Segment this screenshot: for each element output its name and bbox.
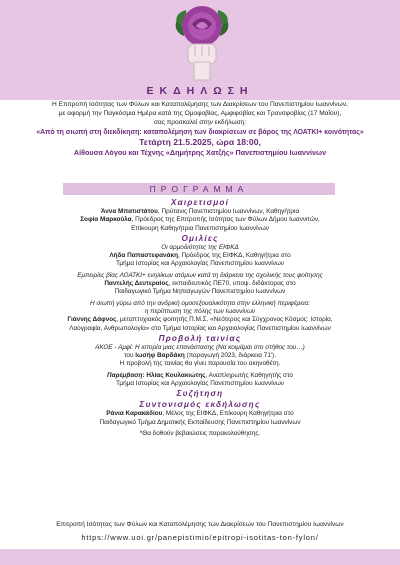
film-heading: Προβολή ταινίας <box>158 333 242 343</box>
talk-speaker-role: Παιδαγωγικό Τμήμα Νηπιαγωγών Πανεπιστημίου Ιωαννίνων <box>114 288 286 296</box>
intro-line: Η Επιτροπή Ισότητας των Φύλων και Καταπολέμησης των Διακρίσεων του Πανεπιστημίου Ιωαννίνων, <box>52 101 348 108</box>
coordination-heading: Συντονισμός εκδήλωσης <box>139 400 261 410</box>
talk-speaker-role: Λαογραφία, Ανθρωπολογία» στο Τμήμα Ιστορίας και Αρχαιολογίας Πανεπιστημίου Ιωαννίνων <box>69 324 331 332</box>
discussion-heading: Συζήτηση <box>176 389 224 399</box>
event-date: Τετάρτη 21.5.2025, ώρα 18:00, <box>139 136 261 147</box>
footer-organization: Επιτροπή Ισότητας των Φύλων και Καταπολέμησης των Διακρίσεων του Πανεπιστημίου Ιωαννίνων <box>56 521 344 528</box>
intro-line: σας προσκαλεί στην εκδήλωση: <box>153 119 247 127</box>
talk-speaker-role: Τμήμα Ιστορίας και Αρχαιολογίας Πανεπιστημίου Ιωαννίνων <box>115 260 285 268</box>
film-director: του Ιωσήφ Βαρδάκη (παραγωγή 2023, διάρκεια 71'). <box>123 352 277 360</box>
program-content <box>26 197 374 438</box>
talk-speaker: Παντελής Δευτεραίος, εκπαιδευτικός ΠΕ70, υποψ. διδάκτορας στο <box>104 280 296 288</box>
greeting-item: Σοφία Μαρκούλα, Πρόεδρος της Επιτροπής Ισότητας των Φύλων Δήμου Ιωαννιτών, <box>80 216 320 224</box>
greeting-item: Άννα Μπατιστάτου, Πρύτανις Πανεπιστημίου Ιωαννίνων, Καθηγήτρια <box>100 208 300 215</box>
talk-title: Οι αρμοδιότητες της ΕΙΦΚΔ <box>161 243 239 251</box>
film-note: Η προβολή της ταινίας θα γίνει παρουσία του σκηνοθέτη. <box>119 360 281 368</box>
talk-title: η περίπτωση της πόλης των Ιωαννίνων <box>144 307 256 315</box>
event-title: «Από τη σιωπή στη διεκδίκηση: καταπολέμηση των διακρίσεων σε βάρος της ΛΟΑΤΚΙ+ κοινότητας» <box>36 128 364 136</box>
talk-speaker: Γιάννης Δάφνος, μεταπτυχιακός φοιτητής Π.Μ.Σ. «Νεότερος και Σύγχρονος Κόσμος: Ιστορία, <box>67 316 333 324</box>
talk-title: Η σιωπή γύρω από την ανδρική ομοσεξουαλικότητα στην ελληνική περιφέρεια: <box>90 299 310 307</box>
greeting-role: Επίκουρη Καθηγήτρια Πανεπιστημίου Ιωαννίνων <box>131 224 269 232</box>
program-heading: ΠΡΟΓΡΑΜΜΑ <box>63 183 335 195</box>
page-title: ΕΚΔΗΛΩΣΗ <box>146 85 254 97</box>
greetings-heading: Χαιρετισμοί <box>170 198 230 207</box>
coordinator: Ράνια Καρακάδίου, Μέλος της ΕΙΦΚΔ, Επίκουρη Καθηγήτρια στο <box>106 410 294 418</box>
invitation-intro <box>16 100 384 157</box>
talks-heading: Ομιλίες <box>181 233 219 243</box>
attendance-note: *Θα δοθούν βεβαιώσεις παρακολούθησης. <box>139 429 261 437</box>
raised-fist-with-rose-icon <box>170 2 234 92</box>
talk-title: Εμπειρίες βίας ΛΟΑΤΚΙ+ ενηλίκων ατόμων κατά τη διάρκεια της σχολικής τους φοίτησης <box>77 271 323 279</box>
film-intervention: Παρέμβαση: Ηλίας Κουλακιώτης, Αναπληρωτής Καθηγητής στο <box>107 371 293 379</box>
film-intervention-role: Τμήμα Ιστορίας και Αρχαιολογίας Πανεπιστημίου Ιωαννίνων <box>115 380 285 388</box>
talk-speaker: Λήδα Παπαστεφανάκη, Πρόεδρος της ΕΙΦΚΔ, Καθηγήτρια στο <box>109 252 291 260</box>
footer-url[interactable]: https://www.uoi.gr/panepistimio/epitropi-isotitas-ton-fylon/ <box>81 533 319 542</box>
intro-line: με αφορμή την Παγκόσμια Ημέρα κατά της Ομοφοβίας, Αμφιφοβίας και Τρανσφοβίας (17 Μαΐου), <box>58 110 342 118</box>
footer-band <box>0 549 400 565</box>
event-venue: Αίθουσα Λόγου και Τέχνης «Δημήτρης Χατζής» Πανεπιστημίου Ιωαννίνων <box>73 147 327 157</box>
coordinator-role: Παιδαγωγικό Τμήμα Δημοτικής Εκπαίδευσης Πανεπιστημίου Ιωαννίνων <box>99 418 301 426</box>
film-title: ΑΚΟΕ - Αμφί: Η ιστορία μιας επανάστασης (Να κοιμάμαι στο στήθος του…) <box>95 343 305 351</box>
